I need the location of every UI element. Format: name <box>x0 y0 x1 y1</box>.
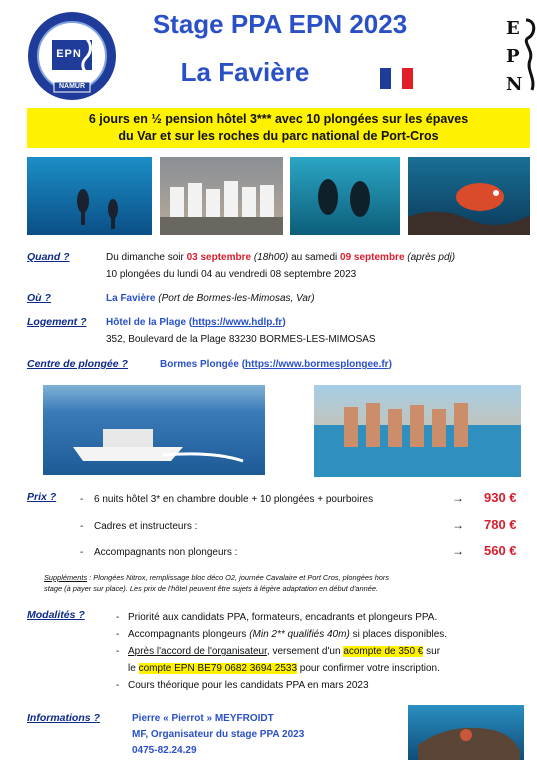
page-title: Stage PPA EPN 2023 <box>152 9 408 39</box>
price-value: 930 € <box>484 490 517 505</box>
boat-group-photo <box>314 385 521 477</box>
supplements-label: Suppléments <box>44 573 88 582</box>
quand-line-2: 10 plongées du lundi 04 au vendredi 08 septembre 2023 <box>106 269 357 280</box>
ou-label: Où ? <box>27 292 51 304</box>
quand-label: Quand ? <box>27 251 70 263</box>
logo-right-letter-n: N <box>506 74 523 95</box>
informations-label: Informations ? <box>27 712 100 724</box>
price-row-text: Accompagnants non plongeurs : <box>94 547 238 558</box>
modalite-item-2 <box>128 628 447 641</box>
modalite-dash: - <box>116 612 120 623</box>
centre-link[interactable]: https://www.bormesplongee.fr <box>245 359 389 370</box>
quand-text-1: Du dimanche soir <box>106 252 187 263</box>
logo-right-letter-p: P <box>506 46 520 67</box>
price-row-dash: - <box>80 547 84 558</box>
logo-left-letters: EPN <box>56 48 82 60</box>
hotel-link-open: ( <box>188 317 193 328</box>
modalite-item-3a: Après l'accord de l'organisateur <box>128 646 267 657</box>
banner-line-1: 6 jours en ½ pension hôtel 3*** avec 10 plongées sur les épaves <box>88 112 469 126</box>
modalite-item-3 <box>128 645 440 658</box>
location-title: La Favière <box>180 57 310 87</box>
centre-link-close: ) <box>388 359 392 370</box>
epn-logo-right <box>500 10 537 105</box>
modalite-dash: - <box>116 629 120 640</box>
price-value: 780 € <box>484 517 517 532</box>
logo-left-bottom: NAMUR <box>58 83 86 90</box>
price-row-text: 6 nuits hôtel 3* en chambre double + 10 plongées + pourboires <box>94 494 374 505</box>
modalite-item-2b: (Min 2** qualifiés 40m) <box>249 629 350 640</box>
centre-label: Centre de plongée ? <box>27 358 128 370</box>
fish-photo <box>408 157 530 235</box>
contact-phone[interactable]: 0475-82.24.29 <box>132 745 197 756</box>
ou-detail: (Port de Bormes-les-Mimosas, Var) <box>155 293 315 304</box>
modalite-dash: - <box>116 646 120 657</box>
prix-label: Prix ? <box>27 491 57 503</box>
logement-label: Logement ? <box>27 316 87 328</box>
price-row-text: Cadres et instructeurs : <box>94 521 198 532</box>
hotel-address: 352, Boulevard de la Plage 83230 BORMES-LES-MIMOSAS <box>106 334 376 345</box>
centre-value <box>160 358 392 371</box>
contact-name: Pierre « Pierrot » MEYFROIDT <box>132 713 274 724</box>
diver-photo-2 <box>290 157 400 235</box>
intro-banner <box>27 108 530 148</box>
seahorse-icon <box>524 16 537 101</box>
price-row-dash: - <box>80 494 84 505</box>
hotel-link-close: ) <box>282 317 286 328</box>
modalite-dash: - <box>116 680 120 691</box>
start-time: (18h00) <box>251 252 289 263</box>
price-row-arrow: → <box>452 544 464 558</box>
supplements-text-2: stage (à payer sur place). Les prix de l'hôtel peuvent être sujets à légère adaptation en début d'année. <box>44 584 378 593</box>
group-photo <box>160 157 283 235</box>
end-date: 09 septembre <box>340 252 405 263</box>
french-flag-icon <box>380 68 413 89</box>
ou-place: La Favière <box>106 293 156 304</box>
modalite-item-3b: , versement d'un <box>266 646 344 657</box>
modalite-item-1: Priorité aux candidats PPA, formateurs, encadrants et plongeurs PPA. <box>128 612 438 623</box>
centre-name: Bormes Plongée <box>160 359 242 370</box>
boat-photo <box>43 385 265 475</box>
modalite-item-3e: le <box>128 663 139 674</box>
account-highlight: compte EPN BE79 0682 3694 2533 <box>138 663 298 674</box>
wreck-photo <box>408 705 524 760</box>
epn-namur-logo <box>26 10 118 102</box>
modalite-item-3g: pour confirmer votre inscription. <box>297 663 440 674</box>
quand-text-3: au samedi <box>288 252 341 263</box>
modalite-item-4: Cours théorique pour les candidats PPA en mars 2023 <box>128 680 369 691</box>
modalite-item-2c: si places disponibles. <box>349 629 448 640</box>
price-row-arrow: → <box>452 491 464 505</box>
price-value: 560 € <box>484 543 517 558</box>
price-row-dash: - <box>80 521 84 532</box>
deposit-highlight: acompte de 350 € <box>343 646 424 657</box>
modalite-item-3-cont <box>128 662 440 675</box>
hotel-link[interactable]: https://www.hdlp.fr <box>192 317 283 328</box>
banner-line-2: du Var et sur les roches du parc national de Port-Cros <box>118 129 439 143</box>
logement-value <box>106 316 286 329</box>
modalite-item-3d: sur <box>423 646 441 657</box>
price-row-arrow: → <box>452 518 464 532</box>
start-date: 03 septembre <box>186 252 252 263</box>
modalite-item-2a: Accompagnants plongeurs <box>128 629 250 640</box>
quand-line-1 <box>106 251 455 264</box>
supplements-text-1: : Plongées Nitrox, remplissage bloc déco O2, journée Cavalaire et Port Cros, plongées hors <box>87 573 390 582</box>
contact-role: MF, Organisateur du stage PPA 2023 <box>132 729 305 740</box>
ou-value <box>106 292 315 305</box>
hotel-name: Hôtel de la Plage <box>106 317 189 328</box>
supplements-note <box>44 572 534 594</box>
centre-link-open: ( <box>241 359 246 370</box>
end-note: (après pdj) <box>404 252 456 263</box>
diver-photo-1 <box>27 157 152 235</box>
modalites-label: Modalités ? <box>27 609 85 621</box>
logo-right-letter-e: E <box>506 18 520 39</box>
